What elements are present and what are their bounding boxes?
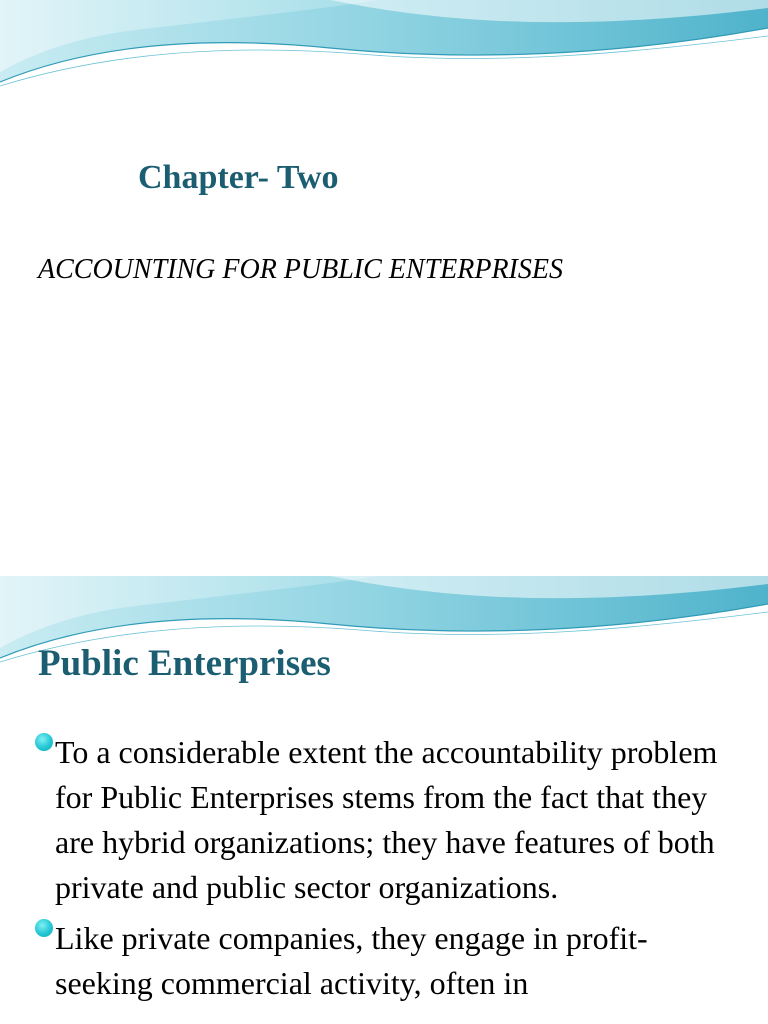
list-item bbox=[0, 730, 768, 910]
bullet-text: Like private companies, they engage in profit-seeking commercial activity, often in bbox=[55, 920, 648, 1001]
chapter-subtitle: ACCOUNTING FOR PUBLIC ENTERPRISES bbox=[38, 254, 563, 285]
bullet-list bbox=[0, 730, 768, 1012]
header-wave-decoration bbox=[0, 0, 768, 90]
section-heading: Public Enterprises bbox=[38, 643, 331, 684]
bullet-text: To a considerable extent the accountability problem for Public Enterprises stems from the fact that they are hybrid organizations; they have features of both private and public sector organizations. bbox=[55, 734, 718, 905]
list-item bbox=[0, 916, 768, 1006]
slide-2 bbox=[0, 576, 768, 1024]
chapter-title: Chapter- Two bbox=[138, 159, 339, 196]
bullet-icon bbox=[35, 733, 53, 751]
bullet-icon bbox=[35, 919, 53, 937]
